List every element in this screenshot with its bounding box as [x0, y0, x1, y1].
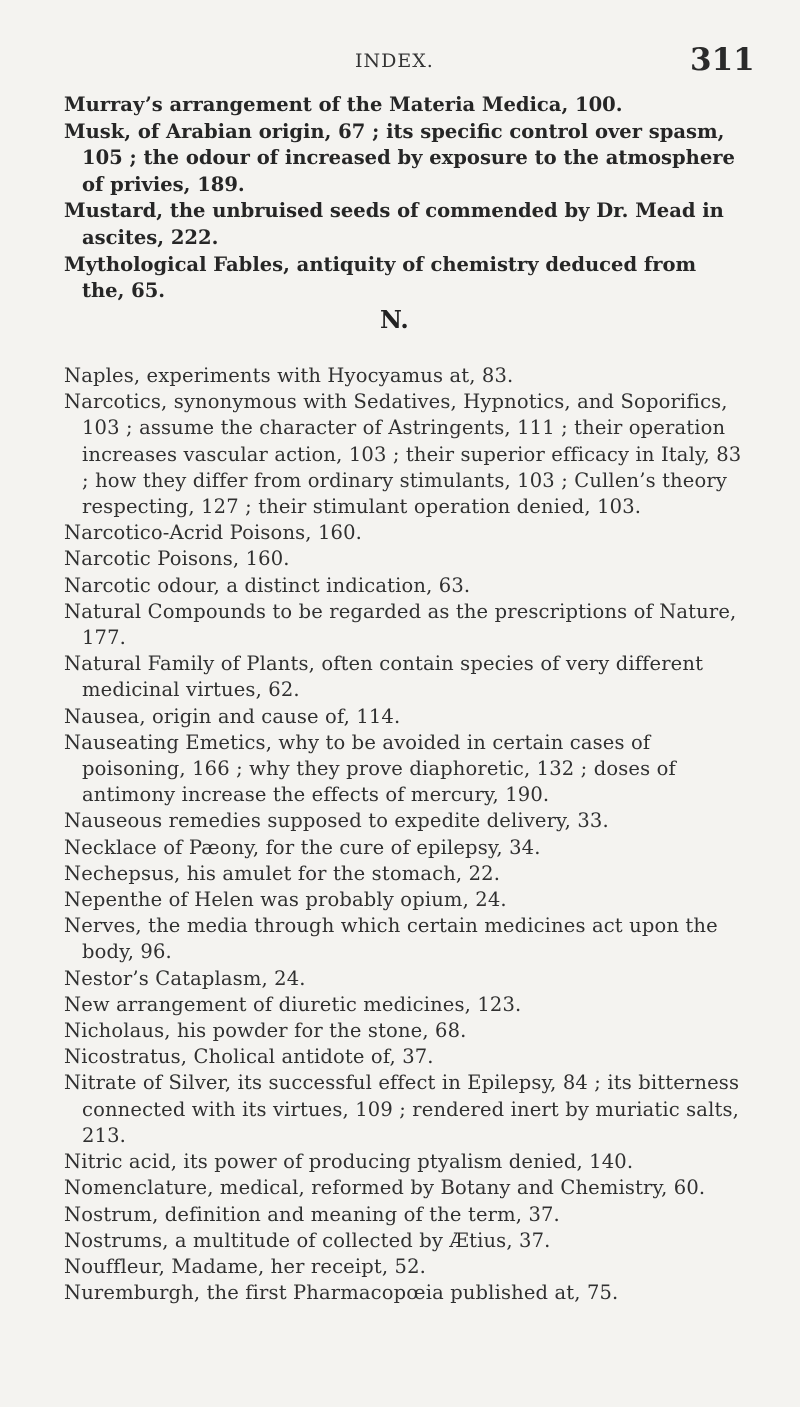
running-title: INDEX. [355, 50, 434, 72]
index-entry: Narcotico-Acrid Poisons, 160. [64, 521, 363, 545]
index-entry: Narcotics, synonymous with Sedatives, Hypnotics, and Soporifics, 103 ; assume the character of Astringents, 111 ; their operation increases vascular action, 103 ; their superior efficacy in Italy, 83 ; how they differ from ordinary stimulants, 103 ; Cullen’s theory respecting, 127 ; their stimulant operation denied, 103. [64, 390, 742, 519]
index-entry: Murray’s arrangement of the Materia Medica, 100. [64, 93, 623, 116]
index-entry: Nerves, the media through which certain medicines act upon the body, 96. [64, 914, 718, 964]
index-entry: Nechepsus, his amulet for the stomach, 22. [64, 861, 501, 885]
index-entry: Narcotic odour, a distinct indication, 63. [64, 573, 471, 597]
index-entry: Nauseous remedies supposed to expedite delivery, 33. [64, 809, 609, 833]
index-entry: Nicostratus, Cholical antidote of, 37. [64, 1045, 434, 1069]
index-entry: Nausea, origin and cause of, 114. [64, 704, 401, 728]
index-entry: Natural Compounds to be regarded as the prescriptions of Nature, 177. [64, 599, 737, 650]
index-entry: Nuremburgh, the first Pharmacopœia published at, 75. [64, 1281, 619, 1305]
index-entry: Nitrate of Silver, its successful effect in Epilepsy, 84 ; its bitterness connected with its virtues, 109 ; rendered inert by muriatic salts, 213. [64, 1071, 740, 1147]
page-number: 311 [690, 42, 755, 78]
index-section-n [64, 363, 744, 1306]
index-entry: Mustard, the unbruised seeds of commended by Dr. Mead in ascites, 222. [64, 199, 724, 249]
index-entry: Nomenclature, medical, reformed by Botany and Chemistry, 60. [64, 1176, 706, 1200]
index-entry: Narcotic Poisons, 160. [64, 547, 290, 571]
index-entry: Mythological Fables, antiquity of chemistry deduced from the, 65. [64, 252, 697, 303]
index-entry: Nitric acid, its power of producing ptyalism denied, 140. [64, 1150, 634, 1174]
index-entry: Nauseating Emetics, why to be avoided in certain cases of poisoning, 166 ; why they prove diaphoretic, 132 ; doses of antimony increase the effects of mercury, 190. [64, 730, 676, 807]
index-entry: Nicholaus, his powder for the stone, 68. [64, 1019, 467, 1043]
index-entry: Nouffleur, Madame, her receipt, 52. [64, 1254, 426, 1278]
page-header [0, 42, 800, 88]
index-entry: Necklace of Pæony, for the cure of epilepsy, 34. [64, 835, 541, 859]
index-entry: Nepenthe of Helen was probably opium, 24. [64, 888, 507, 912]
index-entry: Naples, experiments with Hyocyamus at, 83. [64, 364, 514, 387]
index-section-m [64, 92, 744, 305]
index-entry: Natural Family of Plants, often contain species of very different medicinal virtues, 62. [64, 652, 704, 702]
section-letter-heading: N. [380, 305, 409, 334]
index-entry: Musk, of Arabian origin, 67 ; its specific control over spasm, 105 ; the odour of increased by exposure to the atmosphere of privies, 189. [64, 119, 735, 196]
index-entry: New arrangement of diuretic medicines, 123. [64, 992, 522, 1016]
index-entry: Nostrum, definition and meaning of the term, 37. [64, 1202, 560, 1226]
index-entry: Nostrums, a multitude of collected by Ætius, 37. [64, 1228, 551, 1252]
index-entry: Nestor’s Cataplasm, 24. [64, 966, 306, 990]
